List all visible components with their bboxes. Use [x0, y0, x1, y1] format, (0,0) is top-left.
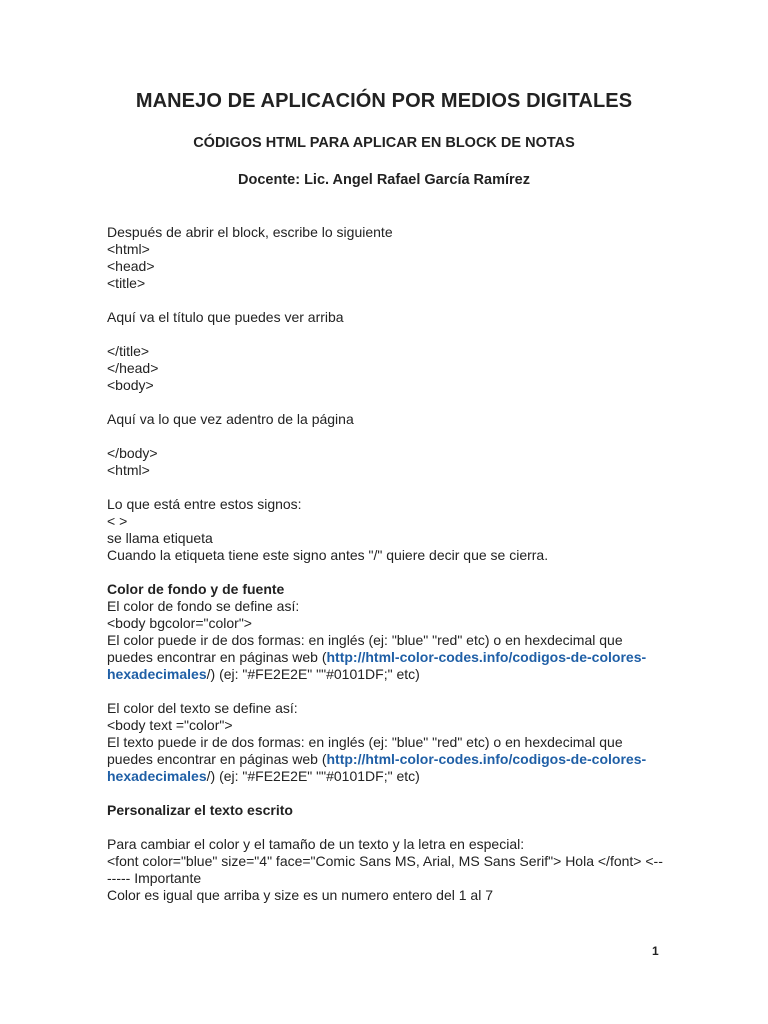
- spacer: [107, 819, 667, 836]
- text-color-line-4: [107, 751, 667, 768]
- text-color-line-3: El texto puede ir de dos formas: en inglés (ej: "blue" "red" etc) o en hexdecimal que: [107, 734, 623, 750]
- body-description: Aquí va lo que vez adentro de la página: [107, 411, 354, 427]
- text-color-line-4-text: puedes encontrar en páginas web (: [107, 751, 327, 767]
- color-section-heading: Color de fondo y de fuente: [107, 581, 285, 597]
- bg-color-line-5: [107, 666, 667, 683]
- document-body: [107, 224, 667, 904]
- spacer: [107, 394, 667, 411]
- code-body-close: </body>: [107, 445, 158, 461]
- code-body-open: <body>: [107, 377, 154, 393]
- color-codes-link[interactable]: http://html-color-codes.info/codigos-de-colores-: [326, 649, 647, 665]
- font-code: <font color="blue" size="4" face="Comic Sans MS, Arial, MS Sans Serif"> Hola </font> <--: [107, 853, 663, 869]
- text-color-line-1: El color del texto se define así:: [107, 700, 298, 716]
- text-color-line-5: [107, 768, 667, 785]
- page-number: 1: [652, 944, 659, 958]
- color-codes-link-continued[interactable]: hexadecimales: [107, 666, 207, 682]
- tags-line-1: Lo que está entre estos signos:: [107, 496, 302, 512]
- spacer: [107, 683, 667, 700]
- tags-line-3: se llama etiqueta: [107, 530, 213, 546]
- spacer: [107, 428, 667, 445]
- spacer: [107, 479, 667, 496]
- spacer: [107, 785, 667, 802]
- color-codes-link-2-continued[interactable]: hexadecimales: [107, 768, 207, 784]
- text-color-code: <body text ="color">: [107, 717, 233, 733]
- bg-color-line-4-text: puedes encontrar en páginas web (: [107, 649, 327, 665]
- spacer: [107, 564, 667, 581]
- font-line-1: Para cambiar el color y el tamaño de un texto y la letra en especial:: [107, 836, 525, 852]
- title-description: Aquí va el título que puedes ver arriba: [107, 309, 344, 325]
- intro-line-1: Después de abrir el block, escribe lo siguiente: [107, 224, 393, 240]
- teacher-line: Docente: Lic. Angel Rafael García Ramírez: [238, 172, 530, 188]
- text-color-line-5-text: /) (ej: "#FE2E2E" ""#0101DF;" etc): [206, 768, 420, 784]
- code-html-open: <html>: [107, 241, 150, 257]
- document-subtitle: CÓDIGOS HTML PARA APLICAR EN BLOCK DE NOTAS: [193, 135, 575, 151]
- code-head-close: </head>: [107, 360, 159, 376]
- font-important: ----- Importante: [107, 870, 202, 886]
- bg-color-line-5-text: /) (ej: "#FE2E2E" ""#0101DF;" etc): [206, 666, 420, 682]
- code-head-open: <head>: [107, 258, 155, 274]
- spacer: [107, 326, 667, 343]
- bg-color-line-1: El color de fondo se define así:: [107, 598, 300, 614]
- code-html-close: <html>: [107, 462, 150, 478]
- code-title-open: <title>: [107, 275, 146, 291]
- bg-color-code: <body bgcolor="color">: [107, 615, 252, 631]
- spacer: [107, 292, 667, 309]
- text-section-heading: Personalizar el texto escrito: [107, 802, 293, 818]
- tags-line-4: Cuando la etiqueta tiene este signo antes "/" quiere decir que se cierra.: [107, 547, 549, 563]
- font-line-4: Color es igual que arriba y size es un numero entero del 1 al 7: [107, 887, 493, 903]
- bg-color-line-3: El color puede ir de dos formas: en inglés (ej: "blue" "red" etc) o en hexdecimal que: [107, 632, 623, 648]
- tags-signs: < >: [107, 513, 128, 529]
- code-title-close: </title>: [107, 343, 150, 359]
- bg-color-line-4: [107, 649, 667, 666]
- document-title: MANEJO DE APLICACIÓN POR MEDIOS DIGITALES: [135, 90, 633, 112]
- color-codes-link-2[interactable]: http://html-color-codes.info/codigos-de-colores-: [326, 751, 647, 767]
